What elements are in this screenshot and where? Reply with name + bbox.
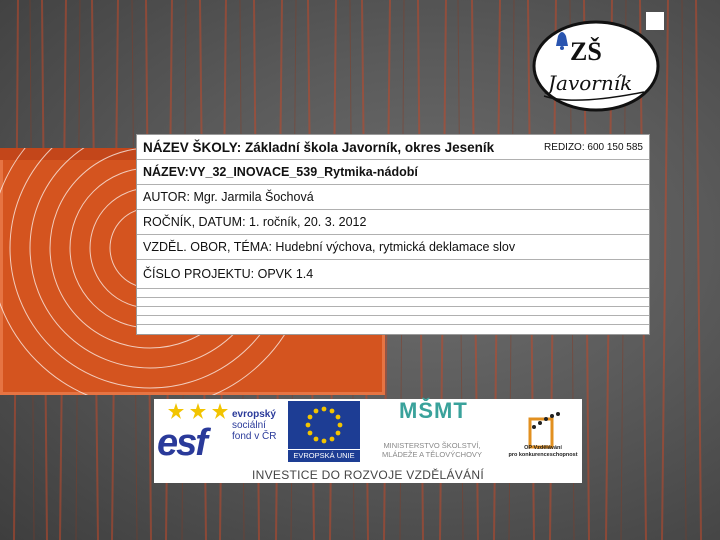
op-line-2: pro konkurenceschopnost — [508, 452, 578, 458]
school-logo — [530, 16, 662, 112]
op-line-1: OP Vzdělávání — [524, 445, 562, 451]
empty-row — [137, 316, 649, 325]
subject-topic-row — [137, 235, 649, 260]
empty-row — [137, 298, 649, 307]
redizo: REDIZO: 600 150 585 — [544, 141, 643, 153]
esf-line-2: sociální — [232, 420, 266, 431]
info-table — [136, 134, 650, 335]
partner-logos-banner — [154, 399, 582, 483]
investice-slogan: INVESTICE DO ROZVOJE VZDĚLÁVÁNÍ — [251, 468, 484, 482]
material-name-row — [137, 160, 649, 185]
grade-date-row — [137, 210, 649, 235]
project-number-row — [137, 260, 649, 289]
msmt-logo-text — [367, 441, 497, 459]
school-name: NÁZEV ŠKOLY: Základní škola Javorník, okres Jeseník — [143, 139, 495, 155]
eu-flag-icon — [288, 401, 360, 449]
eu-label: EVROPSKÁ UNIE — [288, 450, 360, 462]
empty-row — [137, 325, 649, 334]
msmt-line-1: MINISTERSTVO ŠKOLSTVÍ, — [383, 441, 481, 450]
project-number: ČÍSLO PROJEKTU: OPVK 1.4 — [143, 267, 314, 281]
esf-logo-text — [232, 409, 276, 442]
logo-javornik: Javorník — [548, 71, 633, 95]
msmt-logo-mark: MŠMT — [399, 398, 468, 423]
msmt-line-2: MLÁDEŽE A TĚLOVÝCHOVY — [382, 450, 482, 459]
esf-line-1: evropský — [232, 409, 276, 420]
author: AUTOR: Mgr. Jarmila Šochová — [143, 190, 314, 204]
logo-zs: ZŠ — [570, 37, 602, 66]
empty-row — [137, 307, 649, 316]
esf-logo-letters: esf — [157, 422, 206, 464]
empty-row — [137, 289, 649, 298]
subject-topic: VZDĚL. OBOR, TÉMA: Hudební výchova, rytmická deklamace slov — [143, 240, 516, 254]
material-name: NÁZEV:VY_32_INOVACE_539_Rytmika-nádobí — [143, 165, 418, 179]
grade-date: ROČNÍK, DATUM: 1. ročník, 20. 3. 2012 — [143, 215, 367, 229]
school-name-row — [137, 135, 649, 160]
author-row — [137, 185, 649, 210]
op-logo-text — [503, 445, 583, 459]
esf-line-3: fond v ČR — [232, 431, 277, 442]
